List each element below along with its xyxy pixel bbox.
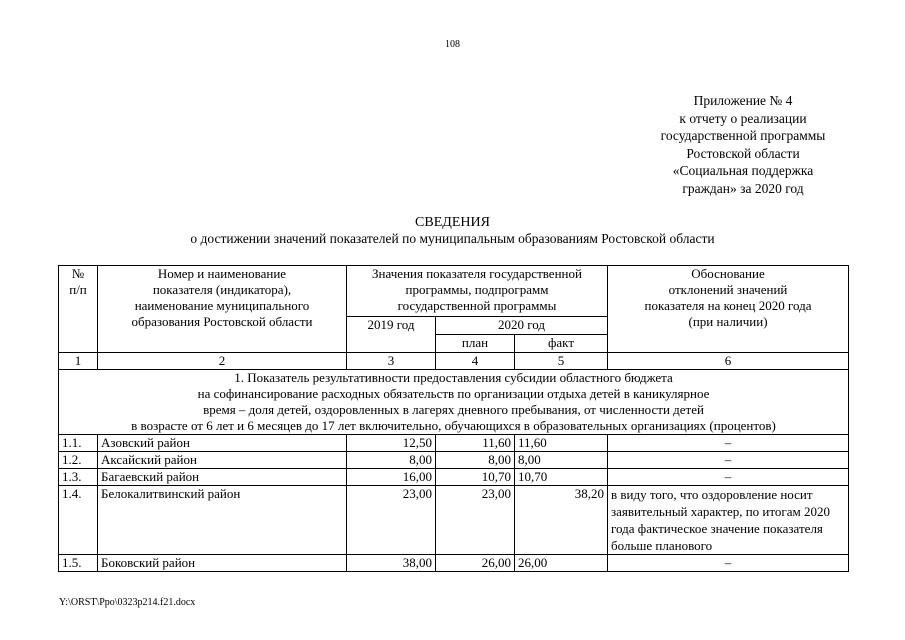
row-2019: 16,00 — [347, 469, 436, 486]
row-name: Багаевский район — [98, 469, 347, 486]
column-number: 6 — [608, 353, 849, 370]
header-name: Номер и наименование показателя (индикатора), наименование муниципального образования Ростовской области — [98, 266, 347, 353]
row-2019: 23,00 — [347, 486, 436, 555]
row-fact: 11,60 — [515, 435, 608, 452]
appendix-line: «Социальная поддержка — [672, 163, 814, 178]
row-num: 1.1. — [59, 435, 98, 452]
row-reason: в виду того, что оздоровление носит заявительный характер, по итогам 2020 года фактическое значение показателя больше планового — [608, 486, 849, 555]
column-number: 2 — [98, 353, 347, 370]
section-title: 1. Показатель результативности предоставления субсидии областного бюджета на софинансирование расходных обязательств по организации отдыха детей в каникулярное время – доля детей, оздоровленных в лагерях дневного пребывания, от численности детей в возрасте от 6 лет и 6 месяцев до 17 лет включительно, обучающихся в образовательных организациях (процентов) — [59, 370, 849, 435]
header-reason: Обоснование отклонений значений показателя на конец 2020 года (при наличии) — [608, 266, 849, 353]
page-number: 108 — [445, 39, 460, 50]
column-number: 4 — [436, 353, 515, 370]
row-name: Белокалитвинский район — [98, 486, 347, 555]
column-numbers-row — [59, 353, 849, 370]
section-row — [59, 370, 849, 435]
row-name: Азовский район — [98, 435, 347, 452]
row-name: Аксайский район — [98, 452, 347, 469]
header-2020: 2020 год — [436, 317, 608, 335]
row-reason: – — [608, 555, 849, 572]
indicators-table — [58, 265, 849, 572]
header-num: № п/п — [59, 266, 98, 353]
row-num: 1.4. — [59, 486, 98, 555]
appendix-line: граждан» за 2020 год — [682, 180, 804, 196]
appendix-header — [628, 92, 858, 197]
row-num: 1.3. — [59, 469, 98, 486]
header-plan: план — [436, 335, 515, 353]
row-num: 1.5. — [59, 555, 98, 572]
row-num: 1.2. — [59, 452, 98, 469]
row-2019: 12,50 — [347, 435, 436, 452]
document-subtitle: о достижении значений показателей по муниципальным образованиям Ростовской области — [190, 231, 715, 246]
row-fact: 8,00 — [515, 452, 608, 469]
appendix-line: к отчету о реализации — [679, 110, 807, 126]
column-number: 1 — [59, 353, 98, 370]
table-row — [59, 486, 849, 555]
row-fact: 10,70 — [515, 469, 608, 486]
column-number: 3 — [347, 353, 436, 370]
row-plan: 23,00 — [436, 486, 515, 555]
table-row — [59, 469, 849, 486]
table-row — [59, 555, 849, 572]
file-path-footer: Y:\ORST\Ppo\0323p214.f21.docx — [59, 597, 196, 608]
row-plan: 26,00 — [436, 555, 515, 572]
table-row — [59, 435, 849, 452]
row-reason: – — [608, 452, 849, 469]
appendix-line: Ростовской области — [686, 145, 800, 161]
header-2019: 2019 год — [347, 317, 436, 353]
row-plan: 10,70 — [436, 469, 515, 486]
row-2019: 38,00 — [347, 555, 436, 572]
row-reason: – — [608, 469, 849, 486]
row-name: Боковский район — [98, 555, 347, 572]
row-plan: 11,60 — [436, 435, 515, 452]
row-fact: 26,00 — [515, 555, 608, 572]
table-row — [59, 452, 849, 469]
row-2019: 8,00 — [347, 452, 436, 469]
row-plan: 8,00 — [436, 452, 515, 469]
appendix-line: государственной программы — [660, 128, 826, 143]
appendix-line: Приложение № 4 — [693, 93, 793, 108]
header-values: Значения показателя государственной программы, подпрограмм государственной программы — [347, 266, 608, 317]
column-number: 5 — [515, 353, 608, 370]
row-fact: 38,20 — [515, 486, 608, 555]
document-title: СВЕДЕНИЯ — [415, 215, 490, 230]
header-fact: факт — [515, 335, 608, 353]
row-reason: – — [608, 435, 849, 452]
